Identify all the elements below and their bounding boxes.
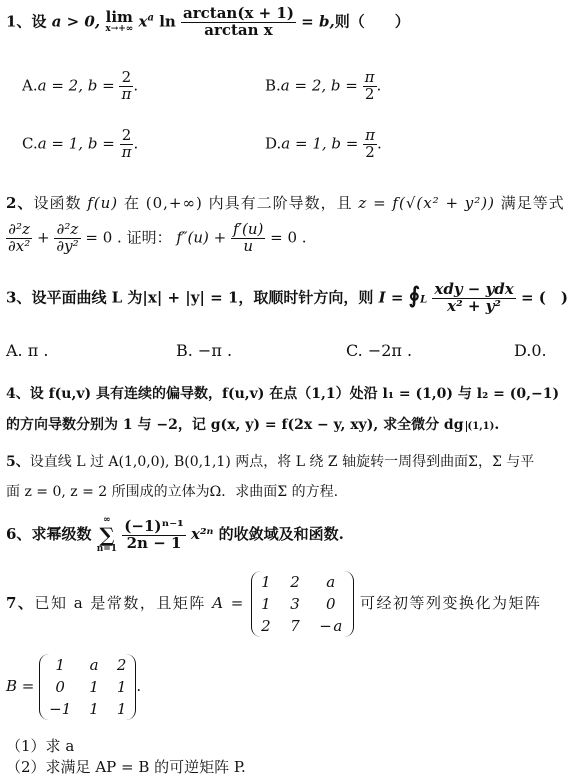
q1-d-text: a = 1, b =: [281, 134, 359, 153]
q1-b-den: 2: [364, 84, 375, 103]
q1-cond: a > 0,: [51, 12, 101, 31]
q2-z-def: z = f(√(x² + y²)): [358, 194, 495, 212]
q3-option-b: B. −π .: [176, 341, 233, 360]
q2-pde-den1: ∂x²: [8, 236, 31, 255]
q7-mid: 可经初等列变换化为矩阵: [360, 594, 542, 612]
q1-lim-word: lim: [105, 8, 133, 27]
q1-frac-num: arctan(x + 1): [183, 4, 294, 22]
q6-frac-num: (−1)ⁿ⁻¹: [124, 516, 184, 535]
q3-frac-den: x² + y²: [447, 296, 501, 315]
q7-line1: [6, 571, 542, 637]
q7-sub1: [6, 735, 74, 756]
q1-b-end: .: [376, 76, 382, 95]
q3-number: 3、: [6, 288, 32, 307]
q2-pde-den2: ∂y²: [56, 236, 79, 255]
q3-frac-num: xdy − ydx: [434, 280, 514, 298]
q4-eval-point: (1,1): [467, 421, 495, 432]
q1-c-end: .: [133, 134, 139, 153]
q1-stem: [6, 6, 410, 39]
q3-option-a: A. π .: [6, 341, 49, 360]
q1-d-end: .: [376, 134, 382, 153]
q6-sum-sym: ∑: [99, 523, 115, 547]
q1-c-label: C.: [22, 134, 38, 153]
matrix-a-cell: 7: [290, 617, 302, 635]
q2-text-b: 在: [123, 194, 140, 212]
q6-sum: [97, 516, 117, 554]
q1-option-c: [22, 128, 138, 161]
q5-line1: [6, 451, 534, 471]
q7-b-label: B =: [6, 677, 35, 695]
q1-b-text: a = 2, b =: [280, 76, 358, 95]
q1-limit: [105, 10, 133, 34]
q1-a-text: a = 2, b =: [37, 76, 115, 95]
q4-line2: [6, 414, 499, 434]
q2-proof-lhs: f″(u) +: [176, 228, 227, 247]
matrix-b-cell: 2: [116, 656, 127, 674]
q2-proof-num: f′(u): [233, 220, 264, 238]
matrix-a-cell: −a: [319, 617, 344, 635]
q6-sum-top: ∞: [103, 515, 111, 525]
q3-option-c: C. −2π .: [346, 341, 413, 360]
q7-a-label: A =: [212, 594, 245, 612]
q7-sub1-label: （1）: [6, 737, 46, 755]
q1-c-den: π: [121, 142, 132, 161]
q4-line2-end: .: [494, 417, 500, 433]
q1-frac-den: arctan x: [204, 20, 273, 39]
matrix-a-cell: 2: [290, 573, 302, 591]
q3-oint: ∮: [408, 282, 421, 309]
matrix-b-cell: 1: [116, 700, 127, 718]
matrix-b-cell: 1: [89, 700, 99, 718]
q6-post: 的收敛域及和函数.: [218, 525, 344, 543]
q2-pde-num2: ∂²z: [54, 222, 80, 239]
q1-ln: ln: [159, 12, 176, 31]
q6-frac-den: 2n − 1: [126, 533, 182, 552]
q7-number: 7、: [6, 594, 35, 612]
q6-sum-bot: n=1: [96, 544, 118, 554]
q1-b-num: π: [364, 68, 375, 86]
q2-line1: [6, 192, 565, 213]
q4-line1-text: 设 f(u,v) 具有连续的偏导数，f(u,v) 在点（1,1）处沿 l₁ = (1,0) 与 l₂ = (0,−1): [29, 386, 560, 402]
matrix-a-cell: 2: [261, 617, 273, 635]
q1-c-num: 2: [120, 128, 134, 145]
matrix-b-cell: 1: [55, 656, 65, 674]
q6-pre: 求幂级数: [31, 525, 92, 543]
q3-stem: [6, 282, 568, 315]
matrix-b-cell: a: [89, 656, 99, 674]
q1-option-b: [265, 70, 381, 103]
q2-line2: [6, 222, 307, 255]
matrix-b: [39, 654, 136, 720]
q7-line2: [6, 654, 141, 720]
q2-interval: (0,+∞): [145, 194, 203, 212]
q3-option-d: D.0.: [514, 341, 547, 360]
q4-number: 4、: [6, 386, 30, 402]
q1-a-den: π: [121, 84, 132, 103]
q1-d-den: 2: [365, 142, 375, 161]
q1-c-text: a = 1, b =: [37, 134, 115, 153]
q1-lim-sub: x→+∞: [105, 24, 134, 35]
q2-plus: +: [37, 228, 50, 247]
q7-b-end: .: [136, 677, 142, 695]
q5-line1-text: 设直线 L 过 A(1,0,0), B(0,1,1) 两点，将 L 绕 Z 轴旋转一周得到曲面Σ，Σ 与平: [29, 454, 535, 470]
q2-number: 2、: [6, 194, 34, 212]
q1-tail: 则（ ）: [334, 12, 410, 31]
q1-a-label: A.: [22, 76, 38, 95]
matrix-b-cell: −1: [49, 700, 72, 718]
q1-post: = b,: [301, 12, 335, 31]
q1-option-a: [22, 70, 138, 103]
q4-line2-text: 的方向导数分别为 1 与 −2，记 g(x, y) = f(2x − y, xy), 求全微分 dg: [6, 417, 464, 433]
q1-pre: 设: [31, 12, 47, 31]
matrix-a-cell: 0: [325, 595, 338, 613]
q3-post: = ( ): [520, 288, 568, 307]
q7-pre: 已知 a 是常数，且矩阵: [34, 594, 206, 612]
matrix-a: [251, 571, 354, 637]
matrix-b-cell: 1: [116, 678, 127, 696]
q2-text-d: 满足等式: [500, 194, 565, 212]
q3-text: 设平面曲线 L 为|x| + |y| = 1，取顺时针方向，则: [31, 288, 374, 307]
q1-d-num: π: [365, 126, 375, 144]
q2-proof-end: = 0 .: [270, 228, 307, 247]
q1-fraction: [181, 6, 296, 39]
q1-a-end: .: [133, 76, 139, 95]
q7-sub1-text: 求 a: [45, 737, 75, 755]
q6-number: 6、: [6, 525, 32, 543]
q3-oint-sub: L: [420, 294, 428, 306]
matrix-a-cell: 1: [261, 595, 273, 613]
q7-sub2: [6, 756, 246, 777]
q1-a-num: 2: [119, 70, 133, 87]
q2-text-c: 内具有二阶导数，且: [208, 194, 353, 212]
q7-sub2-text: 求满足 AP = B 的可逆矩阵 P.: [45, 758, 246, 776]
q2-text-a: 设函数: [33, 194, 82, 212]
q2-fu: f(u): [87, 194, 119, 212]
q1-d-label: D.: [265, 134, 282, 153]
q2-proof-den: u: [243, 236, 254, 255]
q4-line1: [6, 383, 559, 403]
matrix-b-cell: 1: [89, 678, 99, 696]
q5-line2: 面 z = 0, z = 2 所围成的立体为Ω．求曲面Σ 的方程.: [6, 484, 339, 500]
q1-xa-exp: a: [147, 12, 154, 24]
q1-b-label: B.: [265, 76, 281, 95]
q5-number: 5、: [6, 454, 30, 470]
matrix-a-cell: 3: [290, 595, 302, 613]
q2-pde-end: = 0 . 证明：: [85, 228, 172, 247]
q3-integral-lhs: I =: [378, 288, 404, 307]
q6-power: x²ⁿ: [191, 525, 214, 543]
q7-sub2-label: （2）: [6, 758, 46, 776]
q6-stem: [6, 516, 344, 554]
matrix-a-cell: a: [326, 573, 337, 591]
matrix-a-cell: 1: [261, 573, 273, 591]
q2-pde-num1: ∂²z: [6, 222, 32, 239]
q1-option-d: [265, 128, 382, 161]
matrix-b-cell: 0: [55, 678, 65, 696]
q1-number: 1、: [6, 12, 32, 31]
q1-xa-base: x: [138, 12, 148, 31]
